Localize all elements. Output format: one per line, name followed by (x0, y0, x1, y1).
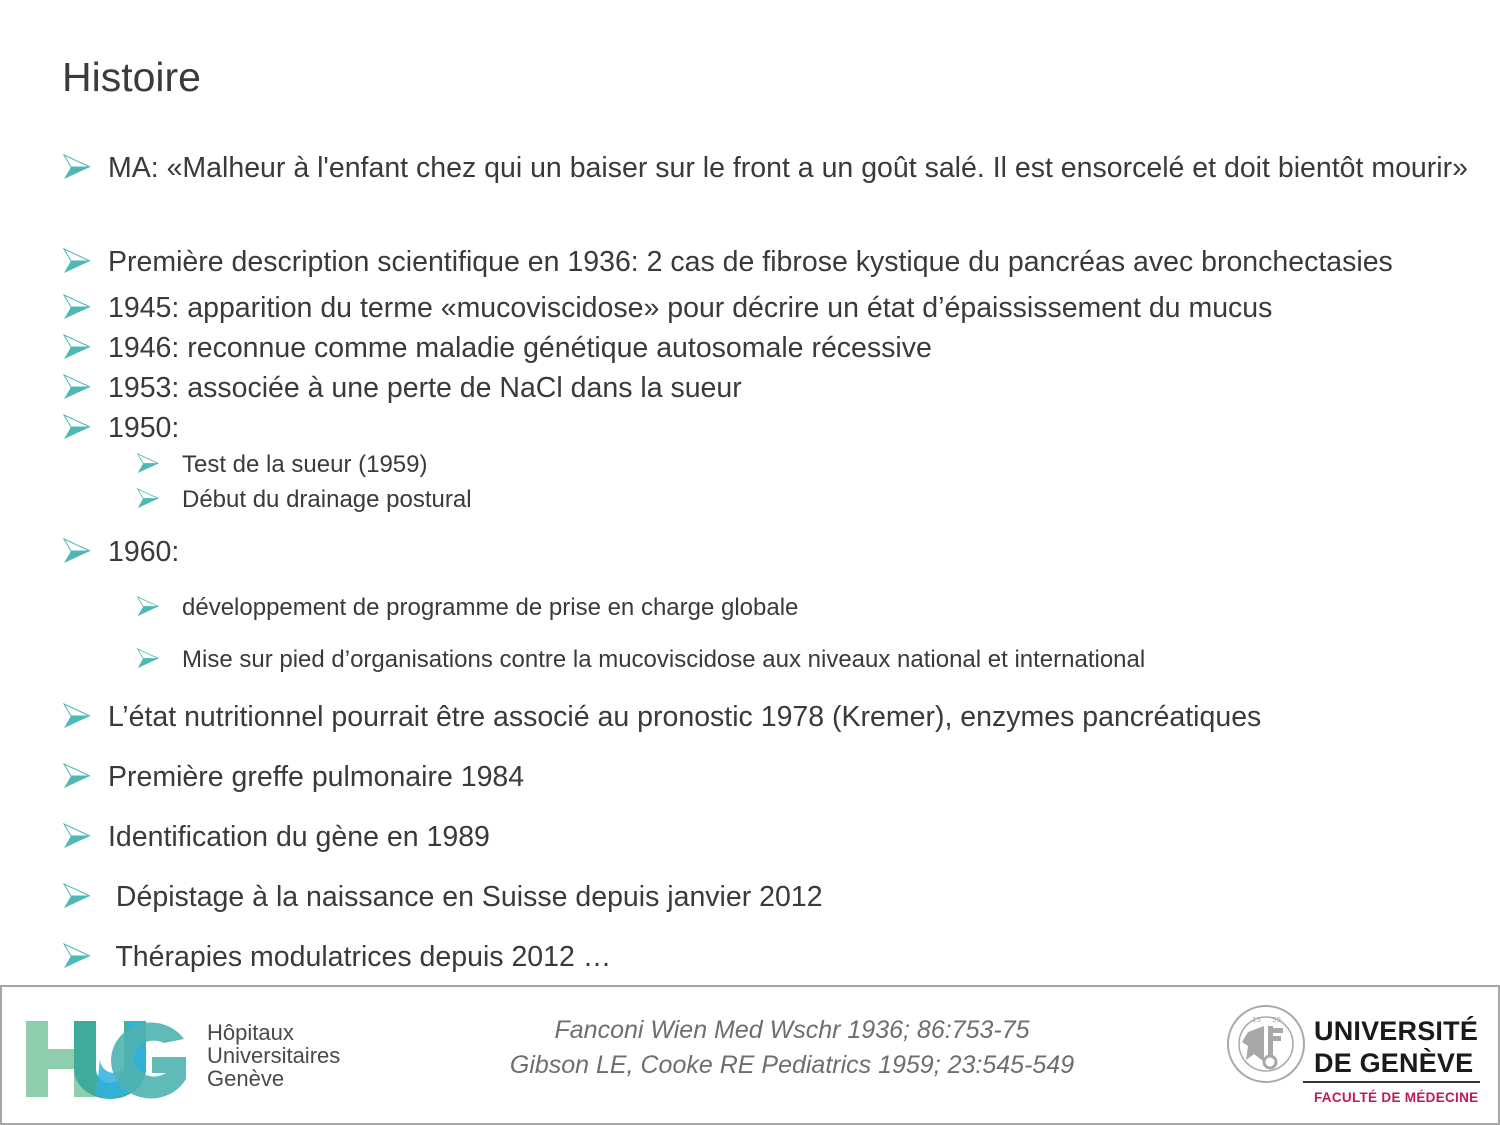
bullet-text: MA: «Malheur à l'enfant chez qui un baiser sur le front a un goût salé. Il est ensorcelé et doit bientôt mourir» (108, 152, 1468, 184)
bullet-text: L’état nutritionnel pourrait être associé au pronostic 1978 (Kremer), enzymes pancréatiques (108, 701, 1262, 733)
bullet-text: Première greffe pulmonaire 1984 (108, 761, 525, 793)
arrow-bullet-icon (62, 374, 92, 400)
bullet-text: Identification du gène en 1989 (108, 821, 490, 853)
arrow-bullet-icon (62, 943, 92, 969)
unige-seal-icon (1226, 1004, 1306, 1084)
bullet-text: 1945: apparition du terme «mucoviscidose» pour décrire un état d’épaississement du mucus (108, 292, 1273, 324)
arrow-bullet-icon (62, 154, 92, 180)
reference-line: Gibson LE, Cooke RE Pediatrics 1959; 23:545-549 (509, 1051, 1075, 1079)
sub-bullet-text: Test de la sueur (1959) (182, 451, 428, 478)
bullet-item (62, 937, 611, 977)
bullet-text: Dépistage à la naissance en Suisse depuis janvier 2012 (108, 881, 823, 913)
arrow-bullet-icon (136, 453, 160, 474)
divider (1303, 1081, 1480, 1083)
svg-text:15: 15 (1252, 1016, 1261, 1024)
hug-logo-icon (26, 1019, 186, 1099)
bullet-item (62, 697, 1261, 737)
bullet-text: 1946: reconnue comme maladie génétique autosomale récessive (108, 332, 932, 364)
svg-text:59: 59 (1272, 1016, 1281, 1024)
arrow-bullet-icon (62, 248, 92, 274)
slide-title: Histoire (62, 54, 201, 100)
faculty-label: FACULTÉ DE MÉDECINE (1314, 1090, 1479, 1105)
sub-bullet-text: Mise sur pied d’organisations contre la mucoviscidose aux niveaux national et international (182, 646, 1146, 673)
arrow-bullet-icon (62, 763, 92, 789)
arrow-bullet-icon (62, 294, 92, 320)
arrow-bullet-icon (62, 823, 92, 849)
sub-bullet-item (136, 483, 472, 517)
hug-name: Hôpitaux Universitaires Genève (207, 1020, 341, 1091)
bullet-text: Première description scientifique en 1936: 2 cas de fibrose kystique du pancréas avec bronchectasies (108, 246, 1393, 278)
arrow-bullet-icon (62, 883, 92, 909)
bullet-item (62, 328, 932, 368)
arrow-bullet-icon (62, 703, 92, 729)
bullet-text: 1953: associée à une perte de NaCl dans la sueur (108, 372, 742, 404)
arrow-bullet-icon (136, 596, 160, 617)
sub-bullet-item (136, 643, 1145, 677)
sub-bullet-text: Début du drainage postural (182, 486, 472, 513)
bullet-item (62, 877, 823, 917)
sub-bullet-text: développement de programme de prise en charge globale (182, 594, 799, 621)
sub-bullet-item (136, 448, 427, 482)
bullet-item (62, 368, 742, 408)
bullet-item (62, 242, 1393, 282)
sub-bullet-item (136, 591, 798, 625)
arrow-bullet-icon (136, 488, 160, 509)
bullet-item (62, 532, 179, 572)
arrow-bullet-icon (136, 648, 160, 669)
bullet-text: 1950: (108, 412, 180, 444)
bullet-item (62, 288, 1272, 328)
bullet-item (62, 408, 179, 448)
bullet-text: 1960: (108, 536, 180, 568)
reference-line: Fanconi Wien Med Wschr 1936; 86:753-75 (554, 1016, 1030, 1044)
unige-name: UNIVERSITÉ DE GENÈVE (1314, 1016, 1479, 1078)
bullet-item (62, 817, 490, 857)
slide-footer (0, 985, 1500, 1125)
arrow-bullet-icon (62, 334, 92, 360)
references (402, 1013, 1182, 1083)
bullet-item (62, 757, 524, 797)
bullet-item (62, 148, 1482, 188)
arrow-bullet-icon (62, 538, 92, 564)
arrow-bullet-icon (62, 414, 92, 440)
bullet-text: Thérapies modulatrices depuis 2012 … (108, 941, 612, 973)
